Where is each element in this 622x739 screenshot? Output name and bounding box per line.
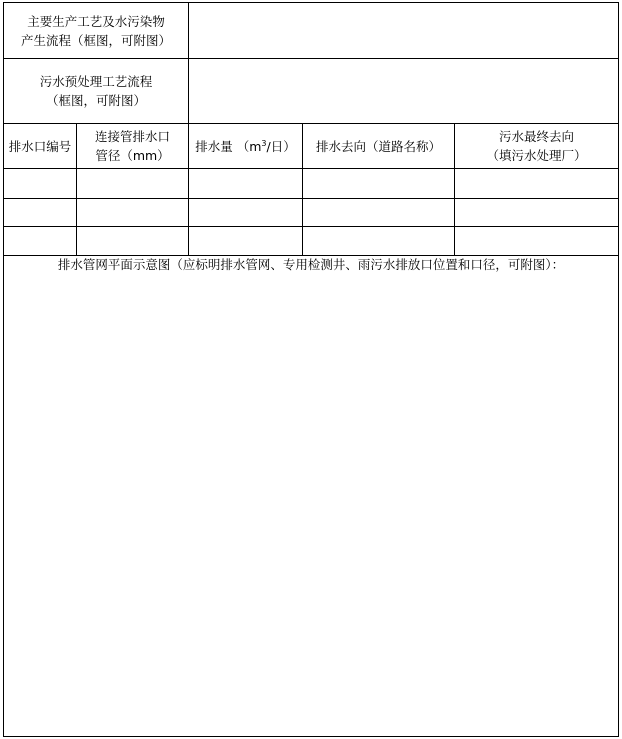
header-prefix: 排水量 （m [195, 138, 262, 154]
header-suffix: /日） [266, 138, 296, 154]
table-cell[interactable] [303, 227, 454, 255]
pretreatment-label [4, 59, 188, 123]
header-line [195, 137, 295, 156]
pipe-network-diagram-area[interactable] [4, 276, 618, 736]
table-cell[interactable] [455, 169, 618, 198]
header-line: 管径（mm） [95, 148, 170, 163]
header-line: 连接管排水口 [94, 129, 170, 144]
table-cell[interactable] [4, 199, 76, 226]
header-sup: 3 [261, 138, 267, 148]
table-cell[interactable] [455, 227, 618, 255]
pipe-network-diagram-title: 排水管网平面示意图（应标明排水管网、专用检测井、雨污水排放口位置和口径，可附图）： [57, 257, 565, 272]
header-line: （填污水处理厂） [486, 148, 587, 163]
table-cell[interactable] [77, 227, 188, 255]
table-cell[interactable] [303, 169, 454, 198]
table-cell[interactable] [189, 169, 302, 198]
pretreatment-label-line: 污水预处理工艺流程 [39, 74, 153, 89]
header-line: 排水去向（道路名称） [315, 138, 441, 154]
pretreatment-value-field[interactable] [189, 59, 618, 123]
header-discharge-direction [303, 124, 454, 168]
header-line: 污水最终去向 [498, 129, 574, 144]
process-label-line: 主要生产工艺及水污染物 [27, 13, 165, 29]
table-cell[interactable] [77, 199, 188, 226]
table-cell[interactable] [189, 199, 302, 226]
table-cell[interactable] [4, 169, 76, 198]
header-pipe-diameter [77, 124, 188, 168]
process-label-line: 产生流程（框图，可附图） [20, 32, 171, 48]
process-label [4, 3, 188, 58]
header-discharge-volume [189, 124, 302, 168]
table-cell[interactable] [4, 227, 76, 255]
table-cell[interactable] [77, 169, 188, 198]
header-final-destination [455, 124, 618, 168]
table-cell[interactable] [189, 227, 302, 255]
table-cell[interactable] [303, 199, 454, 226]
pretreatment-label-line: （框图，可附图） [45, 93, 146, 108]
table-cell[interactable] [455, 199, 618, 226]
header-outlet-id [4, 124, 76, 168]
header-line: 排水口编号 [8, 138, 72, 154]
process-value-field[interactable] [189, 3, 618, 58]
